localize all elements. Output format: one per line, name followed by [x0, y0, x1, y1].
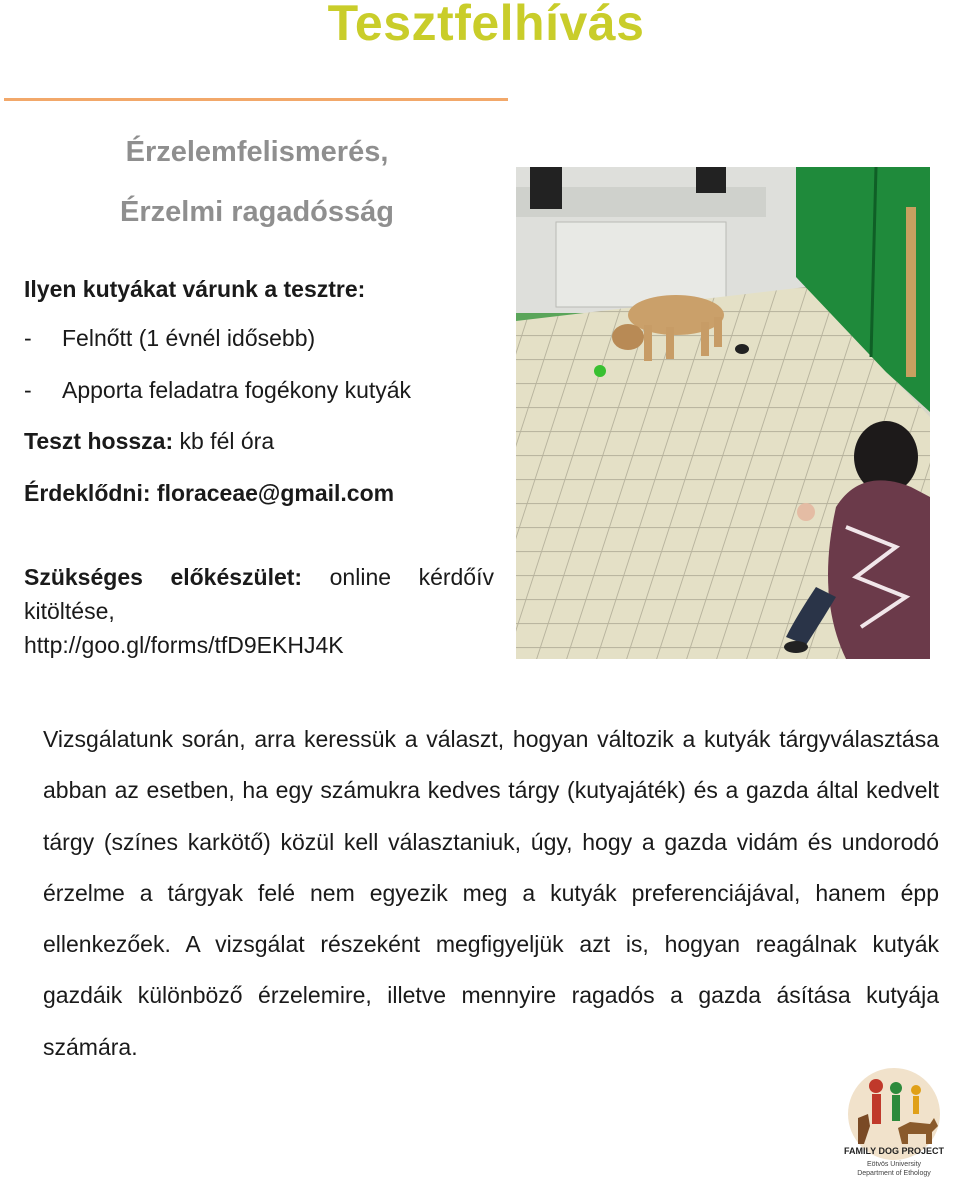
preparation-info: Szükséges előkészület: online kérdőív kitöltése, http://goo.gl/forms/tfD9EKHJ4K: [24, 564, 494, 658]
requirement-item-adult: - Felnőtt (1 évnél idősebb): [24, 325, 316, 351]
study-description: Vizsgálatunk során, arra keressük a választ, hogyan változik a kutyák tárgyválasztása abban az esetben, ha egy számukra kedves tárgy (kutyajáték) és a gazda által kedvelt tárgy (színes karkötő) közül kell választaniuk, úgy, hogy a gazda vidám és undorodó érzelme a tárgyak felé nem egyezik meg a kutyák preferenciájával, hanem épp ellenkezőek. A vizsgálat részeként megfigyeljük azt is, hogyan reagálnak kutyák gazdáik különböző érzelemire, illetve mennyire ragadós a gazda ásítása kutyája számára.: [43, 726, 939, 1060]
bullet-dash: -: [24, 325, 32, 351]
survey-link[interactable]: http://goo.gl/forms/tfD9EKHJ4K: [24, 632, 344, 658]
requirement-item-fetch: - Apporta feladatra fogékony kutyák: [24, 377, 412, 403]
contact-info: Érdeklődni: floraceae@gmail.com: [24, 480, 395, 506]
logo-department: Department of Ethology: [857, 1170, 931, 1177]
title-underline: [4, 98, 508, 101]
test-duration: Teszt hossza: kb fél óra: [24, 428, 275, 454]
subtitle-emotion-recognition: Érzelemfelismerés,: [125, 136, 389, 168]
subtitle-emotional-contagion: Érzelmi ragadósság: [120, 196, 394, 228]
test-room-photo: [516, 167, 930, 659]
bullet-dash: -: [24, 377, 32, 403]
contact-email[interactable]: floraceae@gmail.com: [156, 480, 395, 506]
family-dog-project-logo: [838, 1066, 950, 1178]
logo-university: Eötvös University: [866, 1161, 922, 1168]
requirements-heading: Ilyen kutyákat várunk a tesztre:: [24, 276, 366, 302]
page-title: Tesztfelhívás: [327, 0, 645, 51]
logo-title: FAMILY DOG PROJECT: [843, 1146, 945, 1156]
